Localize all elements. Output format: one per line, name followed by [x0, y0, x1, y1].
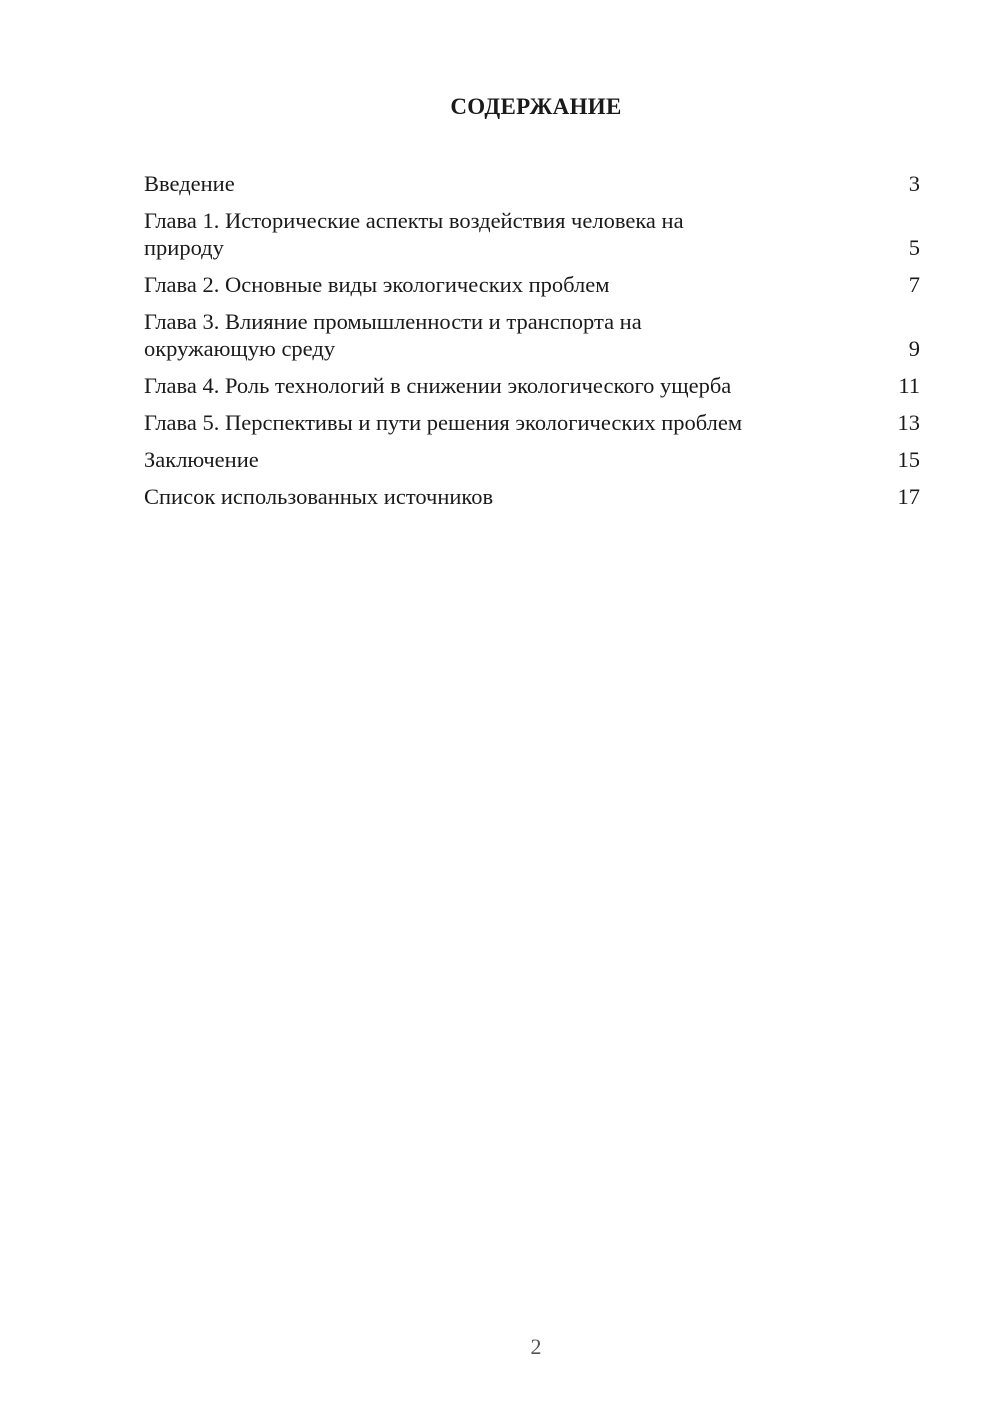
toc-entry-text: Глава 1. Исторические аспекты воздействия человека на природу: [144, 208, 684, 260]
toc-entry-conclusion: [144, 446, 920, 473]
page-title: СОДЕРЖАНИЕ: [450, 94, 622, 119]
toc-entry-chapter-2: [144, 271, 920, 298]
toc-entry-page: 11: [898, 373, 920, 398]
toc-entry-text: Глава 4. Роль технологий в снижении экологического ущерба: [144, 373, 732, 398]
toc-entry-page: 5: [908, 235, 920, 260]
toc-entry-text: Заключение: [144, 447, 259, 472]
toc-entry-page: 7: [908, 272, 920, 297]
toc-entry-text: Глава 5. Перспективы и пути решения экологических проблем: [144, 410, 743, 435]
toc-entry-page: 3: [908, 171, 920, 196]
toc-entry-page: 17: [897, 484, 920, 509]
toc-entry-page: 9: [908, 336, 920, 361]
table-of-contents: [144, 170, 920, 520]
toc-entry-chapter-5: [144, 409, 920, 436]
toc-entry-page: 15: [897, 447, 920, 472]
toc-entry-text: Введение: [144, 171, 235, 196]
toc-entry-chapter-1: [144, 207, 920, 261]
page-number: 2: [530, 1334, 542, 1359]
toc-entry-page: 13: [897, 410, 920, 435]
toc-entry-chapter-3: [144, 308, 920, 362]
toc-entry-introduction: [144, 170, 920, 197]
toc-entry-text: Глава 2. Основные виды экологических проблем: [144, 272, 610, 297]
toc-entry-text: Список использованных источников: [144, 484, 494, 509]
toc-entry-text: Глава 3. Влияние промышленности и транспорта на окружающую среду: [144, 309, 642, 361]
toc-entry-references: [144, 483, 920, 510]
toc-entry-chapter-4: [144, 372, 920, 399]
